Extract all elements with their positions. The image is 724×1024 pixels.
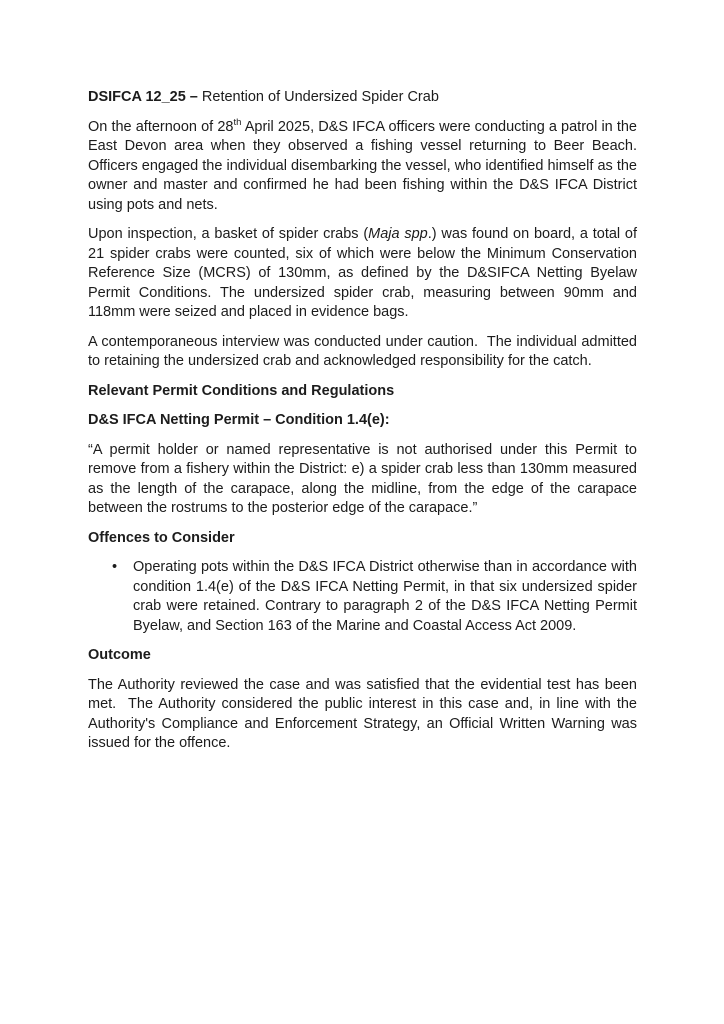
document-title-reference: DSIFCA 12_25 – (88, 89, 198, 105)
species-latin-name: Maja spp (368, 226, 428, 242)
paragraph-patrol-incident-post: April 2025, D&S IFCA officers were conducting a patrol in the East Devon area when they observed a fishing vessel returning to Beer Beach. Officers engaged the individual disembarking the vessel, who identified himself as the owner and master and confirmed he had been fishing within the D&S IFCA District using pots and nets. (88, 118, 642, 213)
date-ordinal-superscript: th (233, 116, 242, 128)
heading-relevant-permit-conditions: Relevant Permit Conditions and Regulations (88, 382, 395, 399)
paragraph-patrol-incident (88, 116, 642, 216)
offence-list-item-text: Operating pots within the D&S IFCA District otherwise than in accordance with condition 1.4(e) of the D&S IFCA Netting Permit, in that six undersized spider crab were retained. Contrary to paragraph 2 of the D&S IFCA Netting Permit Byelaw, and Section 163 of the Marine and Coastal Access Act 2009. (133, 559, 642, 634)
paragraph-interview: A contemporaneous interview was conducted under caution. The individual admitted to retaining the undersized crab and acknowledged responsibility for the catch. (88, 333, 642, 369)
paragraph-permit-condition-quote: “A permit holder or named representative is not authorised under this Permit to remove from a fishery within the District: e) a spider crab less than 130mm measured as the length of the carapace, along the midline, from the edge of the carapace between the rostrums to the posterior edge of the carapace.” (88, 441, 642, 516)
paragraph-inspection (88, 225, 642, 323)
paragraph-outcome: The Authority reviewed the case and was satisfied that the evidential test has been met. The Authority considered the public interest in this case and, in line with the Authority's Compliance and Enforcement Strategy, an Official Written Warning was issued for the offence. (88, 676, 642, 751)
heading-outcome: Outcome (88, 647, 151, 663)
bullet-icon: • (112, 559, 118, 575)
offence-list-item (88, 558, 642, 636)
document-title-subject: Retention of Undersized Spider Crab (197, 89, 439, 105)
heading-netting-permit-condition: D&S IFCA Netting Permit – Condition 1.4(e): (88, 412, 390, 428)
heading-offences-to-consider: Offences to Consider (88, 529, 235, 546)
paragraph-patrol-incident-pre: On the afternoon of 28 (88, 118, 234, 135)
document-title (88, 88, 637, 108)
paragraph-inspection-post: .) was found on board, a total of 21 spider crabs were counted, six of which were below the Minimum Conservation Reference Size (MCRS) of 130mm, as defined by the D&SIFCA Netting Byelaw Permit Conditions. The undersized spider crab, measuring between 90mm and 118mm were seized and placed in evidence bags. (88, 226, 642, 320)
document-content (88, 88, 642, 764)
paragraph-inspection-pre: Upon inspection, a basket of spider crabs ( (88, 226, 369, 242)
